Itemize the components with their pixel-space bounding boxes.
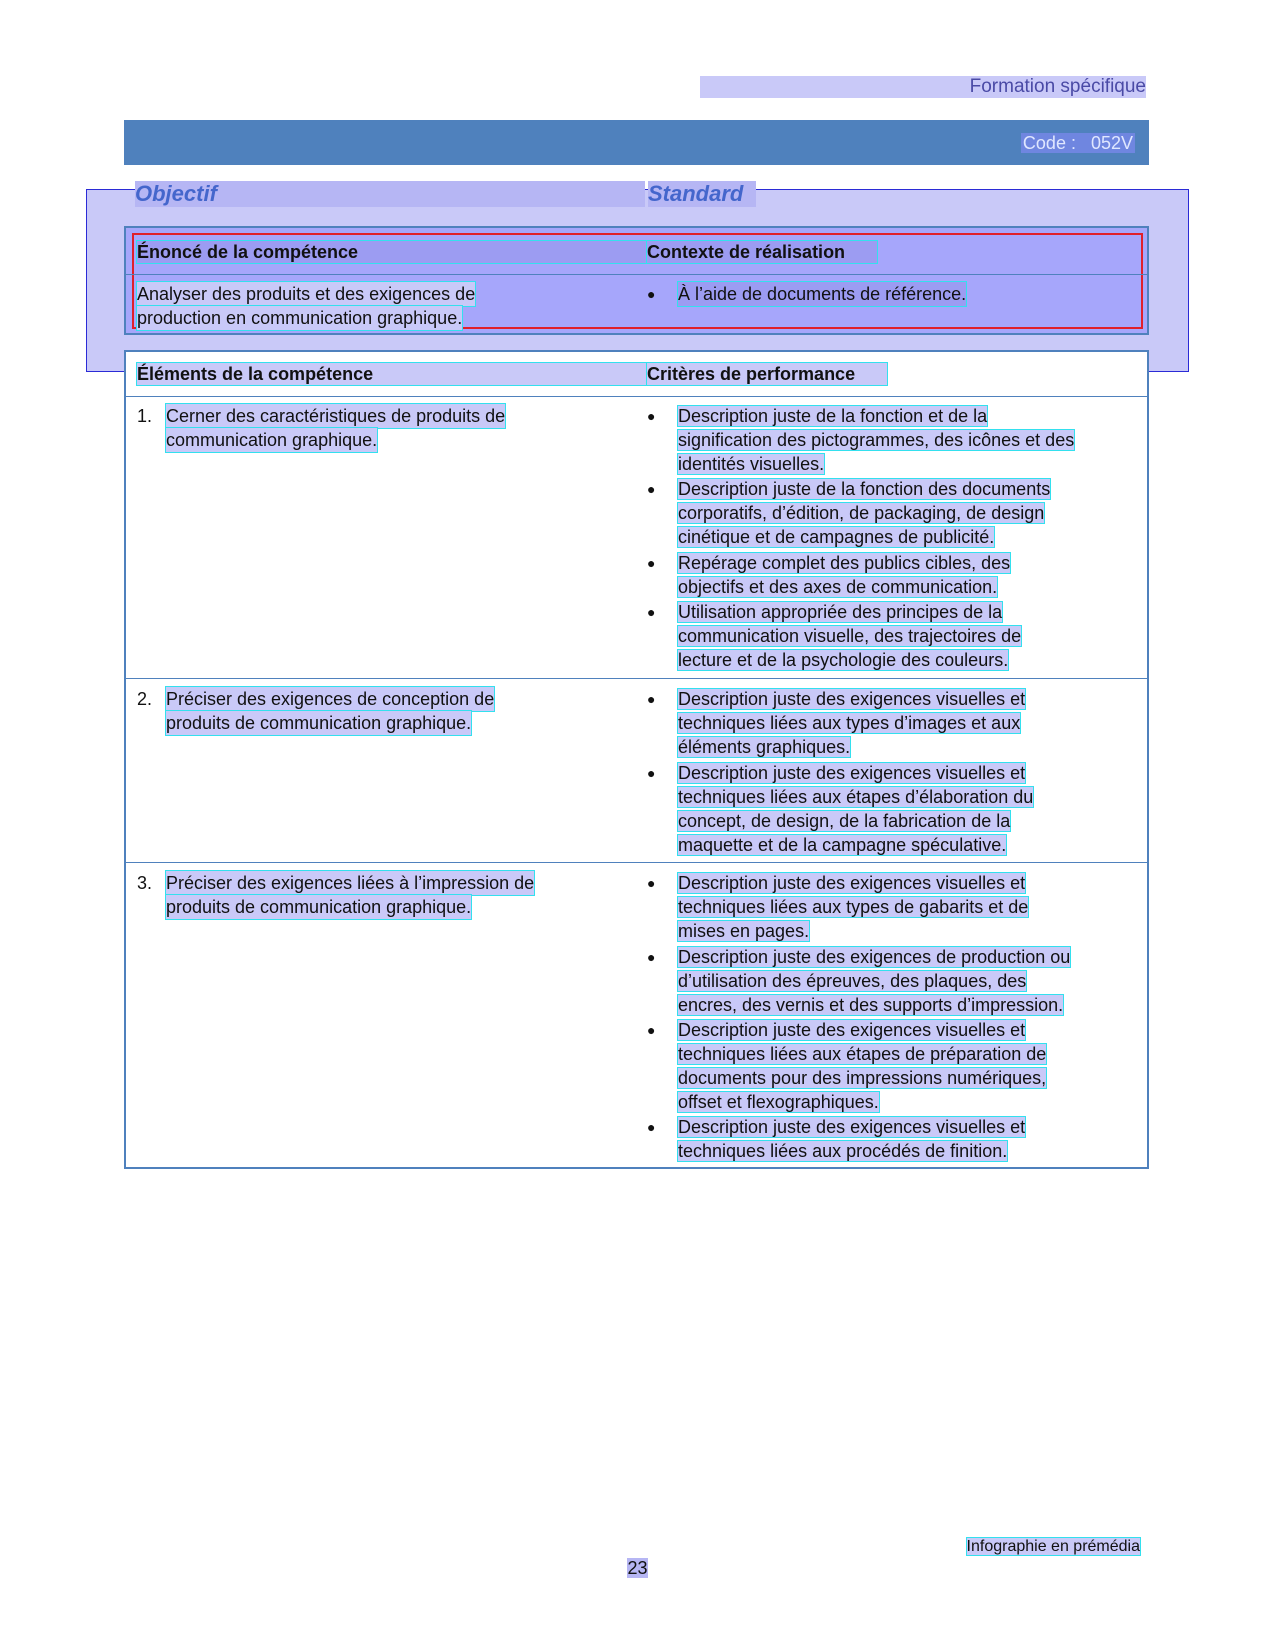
- bullet-icon: ●: [647, 555, 656, 571]
- criterion-line: corporatifs, d’édition, de packaging, de design: [678, 503, 1045, 523]
- criterion-line: Description juste des exigences visuelles et: [678, 1117, 1026, 1137]
- table-row: [126, 404, 1147, 674]
- criterion-line: identités visuelles.: [678, 454, 825, 474]
- criterion-line: Description juste de la fonction des documents: [678, 479, 1051, 499]
- page-number-value: 23: [627, 1558, 648, 1578]
- criterion-line: objectifs et des axes de communication.: [678, 577, 998, 597]
- criterion-line: d’utilisation des épreuves, des plaques, des: [678, 971, 1027, 991]
- criterion-line: techniques liées aux étapes de préparation de: [678, 1044, 1047, 1064]
- bullet-icon: ●: [647, 1022, 656, 1038]
- divider: [126, 396, 1147, 397]
- criterion-line: éléments graphiques.: [678, 737, 851, 757]
- criterion-line: Repérage complet des publics cibles, des: [678, 553, 1011, 573]
- criterion: [678, 551, 1148, 599]
- table-row: [126, 871, 1147, 1161]
- element-line: produits de communication graphique.: [166, 897, 472, 917]
- element-number: 1.: [137, 406, 153, 426]
- code-bar: [124, 120, 1149, 165]
- section-label: Formation spécifique: [700, 76, 1146, 98]
- bullet-icon: ●: [647, 1119, 656, 1135]
- criterion: [678, 945, 1148, 1017]
- context-item: À l’aide de documents de référence.: [678, 284, 967, 304]
- bullet-icon: ●: [647, 286, 656, 302]
- criterion-line: Description juste des exigences visuelles et: [678, 689, 1026, 709]
- element-line: produits de communication graphique.: [166, 713, 472, 733]
- element-number: 3.: [137, 873, 153, 893]
- criterion-line: Description juste des exigences visuelles et: [678, 763, 1026, 783]
- criterion-line: techniques liées aux types de gabarits et de: [678, 897, 1029, 917]
- element-text: [166, 871, 646, 919]
- criterion-line: mises en pages.: [678, 921, 810, 941]
- divider: [126, 274, 1147, 275]
- criterion-line: techniques liées aux étapes d’élaboration du: [678, 787, 1034, 807]
- program-name: Infographie en prémédia: [966, 1538, 1140, 1555]
- criterion-line: Utilisation appropriée des principes de la: [678, 602, 1003, 622]
- divider: [126, 862, 1147, 863]
- criterion: [678, 477, 1148, 549]
- bullet-icon: ●: [647, 765, 656, 781]
- page-number: [600, 1557, 675, 1579]
- element-text: [166, 404, 646, 452]
- element-number: 2.: [137, 689, 153, 709]
- criterion-line: signification des pictogrammes, des icônes et des: [678, 430, 1075, 450]
- bullet-icon: ●: [647, 604, 656, 620]
- criterion-line: concept, de design, de la fabrication de la: [678, 811, 1011, 831]
- bullet-icon: ●: [647, 408, 656, 424]
- criterion: [678, 687, 1148, 759]
- criterion-line: documents pour des impressions numériques,: [678, 1068, 1047, 1088]
- element-line: Préciser des exigences de conception de: [166, 689, 495, 709]
- element-text: [166, 687, 646, 735]
- criteria-header: Critères de performance: [647, 363, 887, 385]
- bullet-icon: ●: [647, 691, 656, 707]
- criterion-line: Description juste des exigences visuelles et: [678, 1020, 1026, 1040]
- table-row: [126, 687, 1147, 862]
- competence-line: production en communication graphique.: [137, 308, 463, 328]
- criterion: [678, 404, 1148, 476]
- criterion-line: encres, des vernis et des supports d’impression.: [678, 995, 1064, 1015]
- bullet-icon: ●: [647, 875, 656, 891]
- criterion-line: lecture et de la psychologie des couleurs.: [678, 650, 1009, 670]
- criterion-line: Description juste des exigences visuelles et: [678, 873, 1026, 893]
- context-header: Contexte de réalisation: [647, 241, 877, 263]
- competence-statement: [137, 282, 637, 330]
- criterion-line: techniques liées aux procédés de finition.: [678, 1141, 1008, 1161]
- criterion-line: communication visuelle, des trajectoires de: [678, 626, 1022, 646]
- standard-title: Standard: [648, 181, 756, 207]
- criterion: [678, 761, 1148, 857]
- elements-header: Éléments de la compétence: [137, 363, 647, 385]
- elements-table: [124, 350, 1149, 1169]
- criterion-line: maquette et de la campagne spéculative.: [678, 835, 1007, 855]
- divider: [126, 678, 1147, 679]
- criterion-line: Description juste de la fonction et de la: [678, 406, 988, 426]
- competence-line: Analyser des produits et des exigences de: [137, 284, 476, 304]
- criterion: [678, 871, 1148, 943]
- footer-program-name: [700, 1537, 1140, 1557]
- criterion-line: offset et flexographiques.: [678, 1092, 879, 1112]
- criterion: [678, 1115, 1148, 1163]
- competence-header: Énoncé de la compétence: [137, 241, 647, 263]
- bullet-icon: ●: [647, 949, 656, 965]
- criterion: [678, 600, 1148, 672]
- competence-statement-box: [124, 226, 1149, 335]
- competency-code: Code : 052V: [1022, 133, 1133, 153]
- criterion-line: Description juste des exigences de production ou: [678, 947, 1071, 967]
- criterion-line: cinétique et de campagnes de publicité.: [678, 527, 995, 547]
- element-line: communication graphique.: [166, 430, 378, 450]
- criterion: [678, 1018, 1148, 1114]
- bullet-icon: ●: [647, 481, 656, 497]
- element-line: Préciser des exigences liées à l’impression de: [166, 873, 535, 893]
- objective-title: Objectif: [135, 181, 645, 207]
- element-line: Cerner des caractéristiques de produits de: [166, 406, 506, 426]
- criterion-line: techniques liées aux types d’images et aux: [678, 713, 1021, 733]
